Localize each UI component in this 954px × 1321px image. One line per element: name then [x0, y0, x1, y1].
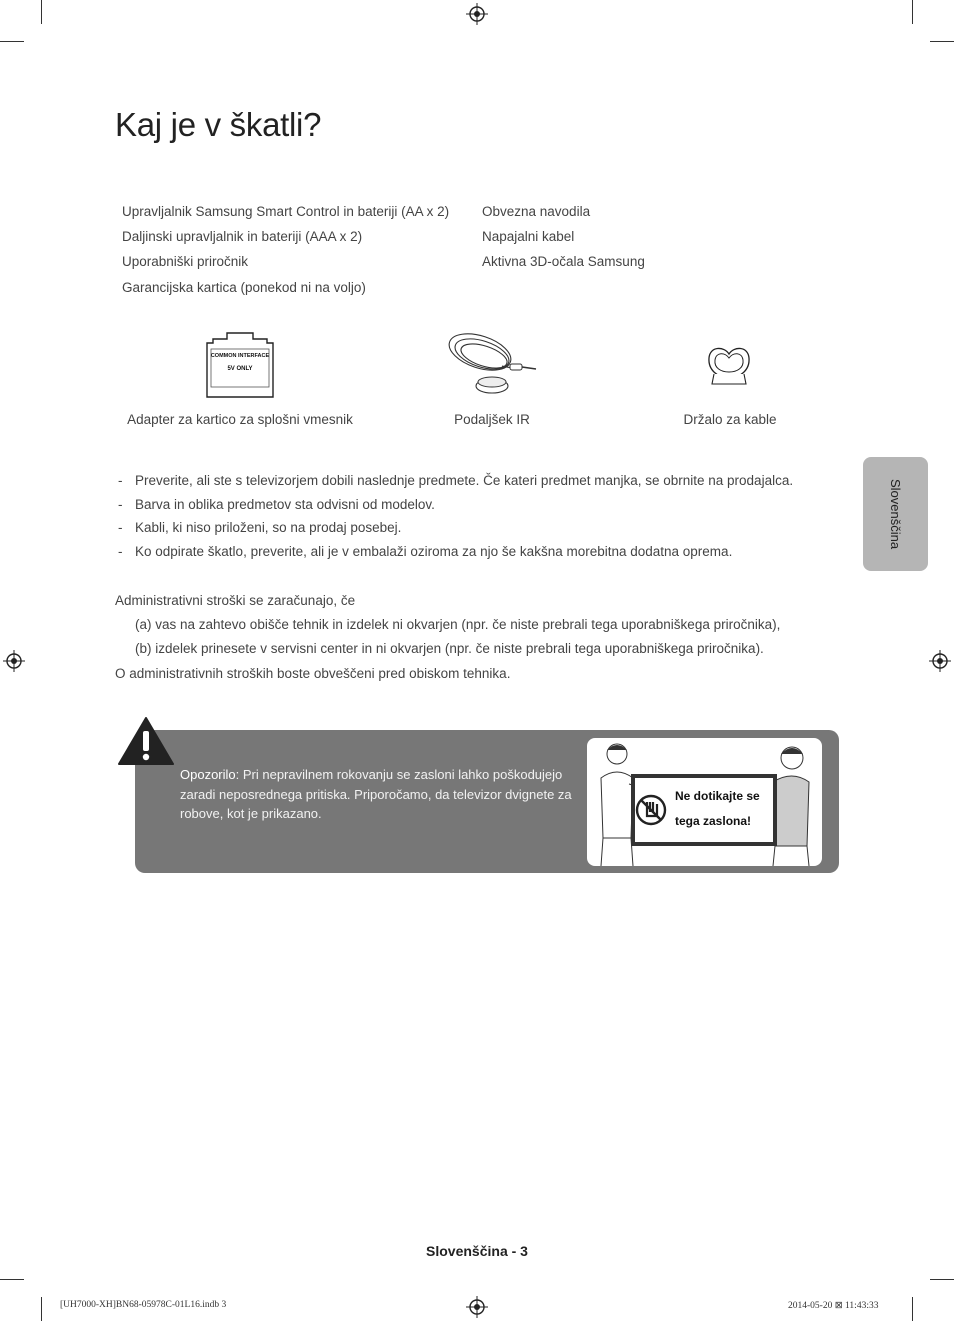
- ci-adapter-label: 5V ONLY: [227, 366, 253, 372]
- bullet-dash: -: [118, 497, 123, 512]
- registration-mark-icon: [3, 650, 25, 672]
- bullet-dash: -: [118, 473, 123, 488]
- list-item: Uporabniški priročnik: [122, 254, 249, 269]
- note-text: Barva in oblika predmetov sta odvisni od modelov.: [135, 497, 435, 512]
- list-item: Obvezna navodila: [482, 204, 591, 219]
- accessory-caption: Držalo za kable: [683, 412, 777, 427]
- crop-mark: [912, 0, 913, 24]
- warning-label: Opozorilo: [180, 767, 236, 782]
- admin-item-a: (a) vas na zahtevo obišče tehnik in izdelek ni okvarjen (npr. če niste prebrali tega uporabniškega priročnika),: [135, 617, 781, 632]
- ci-card-adapter-image: [205, 331, 275, 399]
- list-item: Daljinski upravljalnik in bateriji (AAA x 2): [122, 229, 363, 244]
- bullet-dash: -: [118, 520, 123, 535]
- registration-mark-icon: [466, 3, 488, 25]
- print-info-left: [UH7000-XH]BN68-05978C-01L16.indb 3: [60, 1300, 227, 1310]
- admin-outro: O administrativnih stroških boste obveščeni pred obiskom tehnika.: [115, 666, 511, 681]
- accessory-caption: Adapter za kartico za splošni vmesnik: [127, 412, 353, 427]
- crop-mark: [0, 41, 24, 42]
- screen-message-line: tega zaslona!: [675, 814, 752, 828]
- note-item: [118, 473, 793, 488]
- admin-intro: Administrativni stroški se zaračunajo, če: [115, 593, 356, 608]
- page-title: Kaj je v škatli?: [115, 106, 322, 143]
- crop-mark: [930, 41, 954, 42]
- side-tab-label: Slovenščina: [888, 478, 903, 550]
- note-item: [118, 520, 401, 535]
- list-item: Garancijska kartica (ponekod ni na voljo): [122, 280, 366, 295]
- language-side-tab: [863, 457, 928, 571]
- note-text: Kabli, ki niso priloženi, so na prodaj posebej.: [135, 520, 402, 535]
- list-item: Aktivna 3D-očala Samsung: [482, 254, 645, 269]
- bullet-dash: -: [118, 544, 123, 559]
- list-item: Napajalni kabel: [482, 229, 575, 244]
- admin-item-b: (b) izdelek prinesete v servisni center in ni okvarjen (npr. če niste prebrali tega uporabniškega priročnika).: [135, 641, 764, 656]
- crop-mark: [41, 0, 42, 24]
- print-info-right: 2014-05-20 ⊠ 11:43:33: [788, 1301, 879, 1311]
- warning-icon: [117, 716, 175, 766]
- crop-mark: [930, 1279, 954, 1280]
- ci-adapter-label: COMMON INTERFACE: [210, 353, 270, 359]
- list-item: Upravljalnik Samsung Smart Control in bateriji (AA x 2): [122, 204, 450, 219]
- warning-text: [180, 765, 580, 824]
- cable-holder-image: [706, 344, 752, 386]
- registration-mark-icon: [466, 1296, 488, 1318]
- note-text: Preverite, ali ste s televizorjem dobili naslednje predmete. Če kateri predmet manjka, se obrnite na prodajalca.: [135, 473, 794, 488]
- registration-mark-icon: [929, 650, 951, 672]
- crop-mark: [41, 1297, 42, 1321]
- crop-mark: [0, 1279, 24, 1280]
- ir-extender-image: [444, 330, 540, 400]
- note-item: [118, 497, 435, 512]
- page-footer: Slovenščina - 3: [426, 1243, 528, 1259]
- note-text: Ko odpirate škatlo, preverite, ali je v embalaži oziroma za njo še kakšna morebitna dodatna oprema.: [135, 544, 733, 559]
- crop-mark: [912, 1297, 913, 1321]
- accessory-caption: Podaljšek IR: [454, 412, 530, 427]
- warning-body: : Pri nepravilnem rokovanju se zasloni lahko poškodujejo zaradi neposrednega pritiska. Priporočamo, da televizor dvignete za robove, kot je prikazano.: [180, 767, 572, 821]
- screen-message-line: Ne dotikajte se: [675, 789, 760, 803]
- note-item: [118, 544, 732, 559]
- tv-handling-illustration: [587, 738, 822, 866]
